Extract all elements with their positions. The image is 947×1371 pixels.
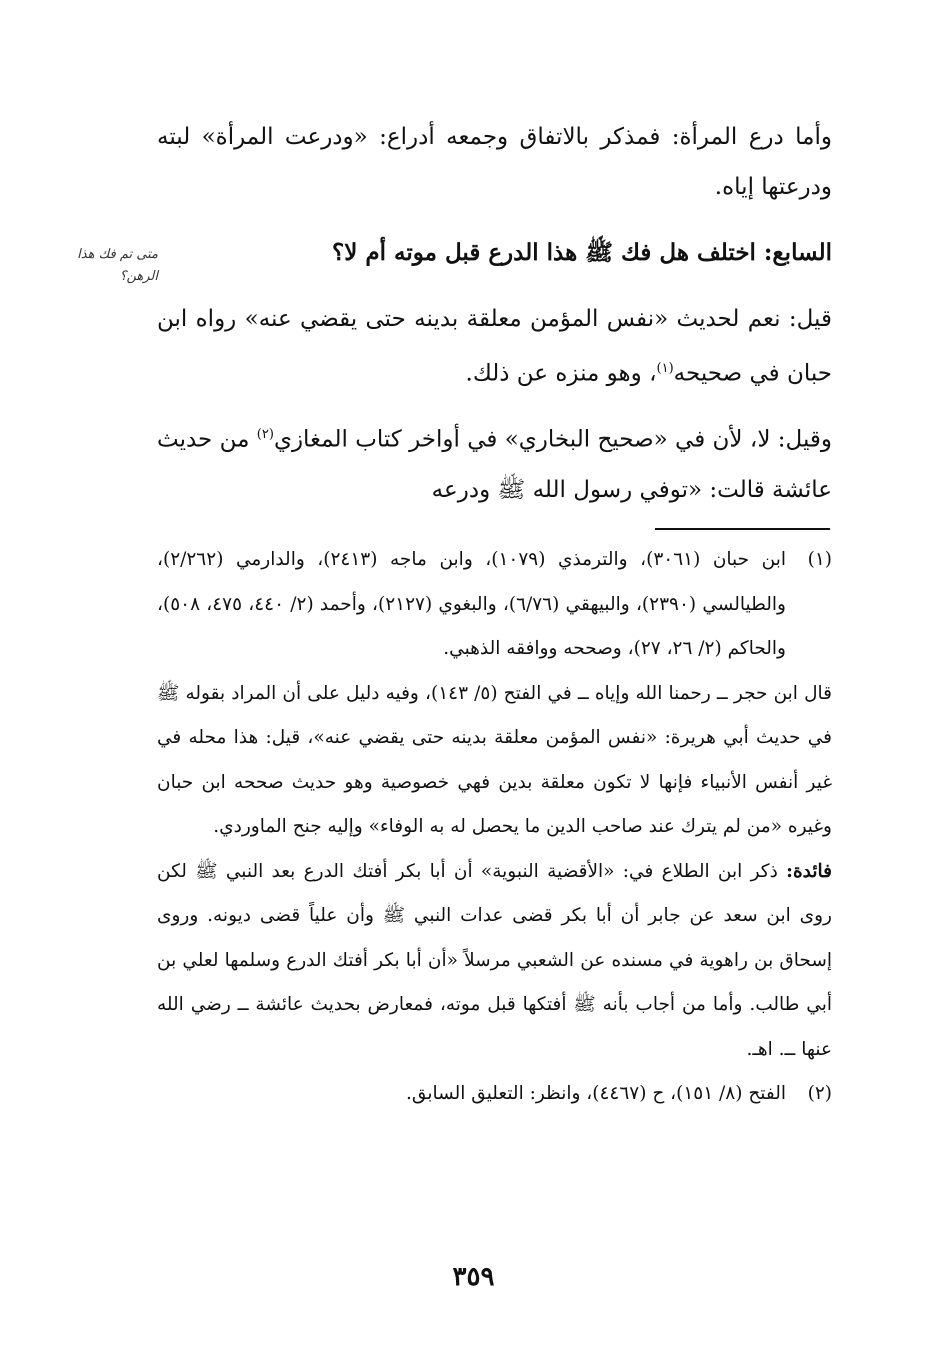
handwritten-margin-note	[48, 244, 158, 288]
footnote-text: ابن حبان (٣٠٦١)، والترمذي (١٠٧٩)، وابن ماجه (٢٤١٣)، والدارمي (٢/٢٦٢)، والطيالسي (٢٣٩٠)، والبيهقي (٦/٧٦)، والبغوي (٢١٢٧)، وأحمد (٢/ ٤٤٠، ٤٧٥، ٥٠٨)، والحاكم (٢/ ٢٦، ٢٧)، وصححه ووافقه الذهبي.	[157, 549, 786, 659]
paragraph-text: وأما درع المرأة: فمذكر بالاتفاق وجمعه أدراع: «ودرعت المرأة» لبته ودرعتها إياه.	[157, 124, 832, 200]
margin-note-text: متى تم فك هذا الرهن؟	[77, 247, 158, 284]
footnote-2	[157, 1072, 832, 1117]
paragraph-text: من حديث عائشة قالت: «توفي رسول الله ﷺ ودرعه	[157, 426, 832, 503]
paragraph-text: ، وهو منزه عن ذلك.	[465, 360, 657, 387]
paragraph-first-opinion	[157, 294, 832, 399]
paragraph-seventh-question	[157, 228, 832, 278]
footnote-number: (٢)	[807, 1083, 832, 1104]
paragraph-dress-of-woman	[157, 112, 832, 212]
benefit-label: فائدة:	[786, 860, 832, 882]
footnotes-section	[157, 538, 832, 1117]
footnote-reference[interactable]: (١)	[656, 361, 674, 376]
benefit-text: ذكر ابن الطلاع في: «الأقضية النبوية» أن أبا بكر أفتك الدرع بعد النبي ﷺ لكن روى ابن سعد عن جابر أن أبا بكر قضى عدات النبي ﷺ وأن علياً قضى ديونه. وروى إسحاق بن راهوية في مسنده عن الشعبي مرسلاً «أن أبا بكر أفتك الدرع وسلمها لعلي بن أبي طالب. وأما من أجاب بأنه ﷺ أفتكها قبل موته، فمعارض بحديث عائشة ــ رضي الله عنها ــ. اهـ.	[157, 860, 832, 1060]
footnote-commentary: قال ابن حجر ــ رحمنا الله وإياه ــ في الفتح (٥/ ١٤٣)، وفيه دليل على أن المراد بقوله ﷺ في حديث أبي هريرة: «نفس المؤمن معلقة بدينه حتى يقضي عنه»، قيل: هذا محله في غير أنفس الأنبياء فإنها لا تكون معلقة بدين فهي خصوصية وهو حديث صححه ابن حبان وغيره «من لم يترك عند صاحب الدين ما يحصل له به الوفاء» وإليه جنح الماوردي.	[157, 682, 832, 837]
paragraph-text: قيل: نعم لحديث «نفس المؤمن معلقة بدينه حتى يقضي عنه» رواه ابن حبان في صحيحه	[157, 306, 832, 387]
paragraph-text: السابع: اختلف هل فك ﷺ هذا الدرع قبل موته أم لا؟	[332, 239, 832, 266]
page-number: ٣٥٩	[452, 1262, 495, 1292]
footnote-text: الفتح (٨/ ١٥١)، ح (٤٤٦٧)، وانظر: التعليق السابق.	[406, 1083, 786, 1104]
footnote-separator	[655, 528, 830, 530]
paragraph-second-opinion	[157, 410, 832, 515]
footnote-benefit-note	[157, 850, 832, 1073]
paragraph-text: وقيل: لا، لأن في «صحيح البخاري» في أواخر كتاب المغازي	[273, 426, 832, 453]
footnote-number: (١)	[807, 549, 832, 570]
footnote-1	[157, 538, 832, 672]
footnote-reference[interactable]: (٢)	[256, 427, 274, 442]
